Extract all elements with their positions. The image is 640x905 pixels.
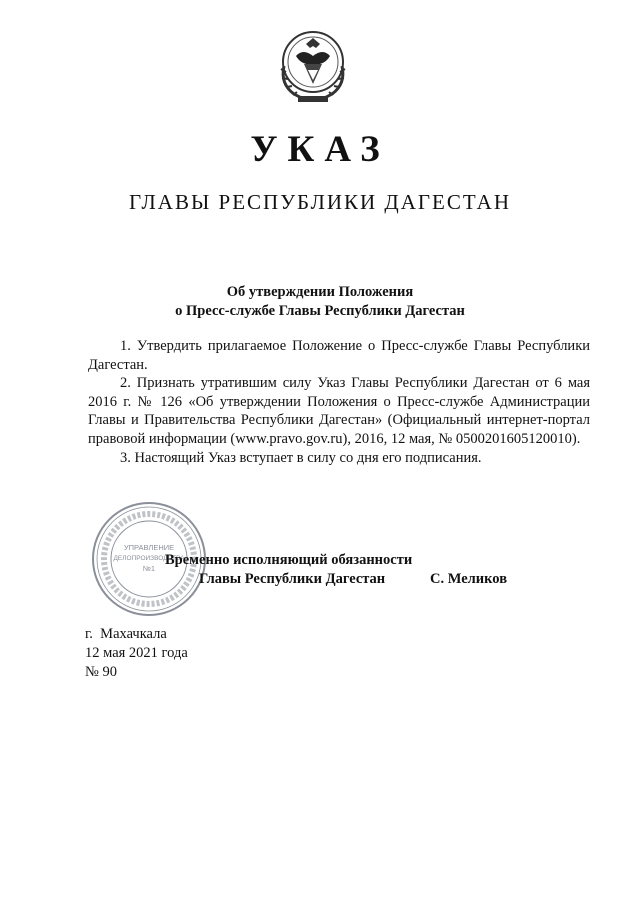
signatory-name: С. Меликов [430, 571, 508, 587]
decree-body [88, 337, 590, 467]
heading-line-1: Об утверждении Положения [226, 284, 414, 300]
footer-date: 12 мая 2021 года [85, 645, 188, 661]
document-footer [85, 625, 188, 682]
stamp-center-line-3: №1 [142, 564, 156, 573]
paragraph-3: 3. Настоящий Указ вступает в силу со дня его подписания. [120, 449, 482, 466]
footer-number: № 90 [85, 664, 117, 680]
paragraph-2: 2. Признать утратившим силу Указ Главы Республики Дагестан от 6 мая 2016 г. № 126 «Об утверждении Положения о Пресс-службе Администрации Главы и Правительства Республики Дагестан» (Официальный интернет-портал правовой информации (www.pravo.gov.ru), 2016, 12 мая, № 0500201605120010). [88, 375, 590, 447]
decree-heading [0, 283, 640, 321]
stamp-center-line-2: ДЕЛОПРОИЗВОДСТВА [113, 555, 185, 562]
stamp-center-line-1: УПРАВЛЕНИЕ [123, 543, 175, 552]
signatory-role-line-1: Временно исполняющий обязанности [165, 552, 413, 568]
heading-line-2: о Пресс-службе Главы Республики Дагестан [175, 303, 465, 319]
signatory-role-line-2: Главы Республики Дагестан [199, 571, 386, 587]
document-subtitle: ГЛАВЫ РЕСПУБЛИКИ ДАГЕСТАН [128, 190, 512, 214]
footer-city: г. Махачкала [85, 626, 167, 642]
document-title: УКАЗ [250, 129, 390, 170]
coat-of-arms-emblem [268, 26, 358, 108]
paragraph-1: 1. Утвердить прилагаемое Положение о Пресс-службе Главы Республики Дагестан. [88, 338, 590, 373]
